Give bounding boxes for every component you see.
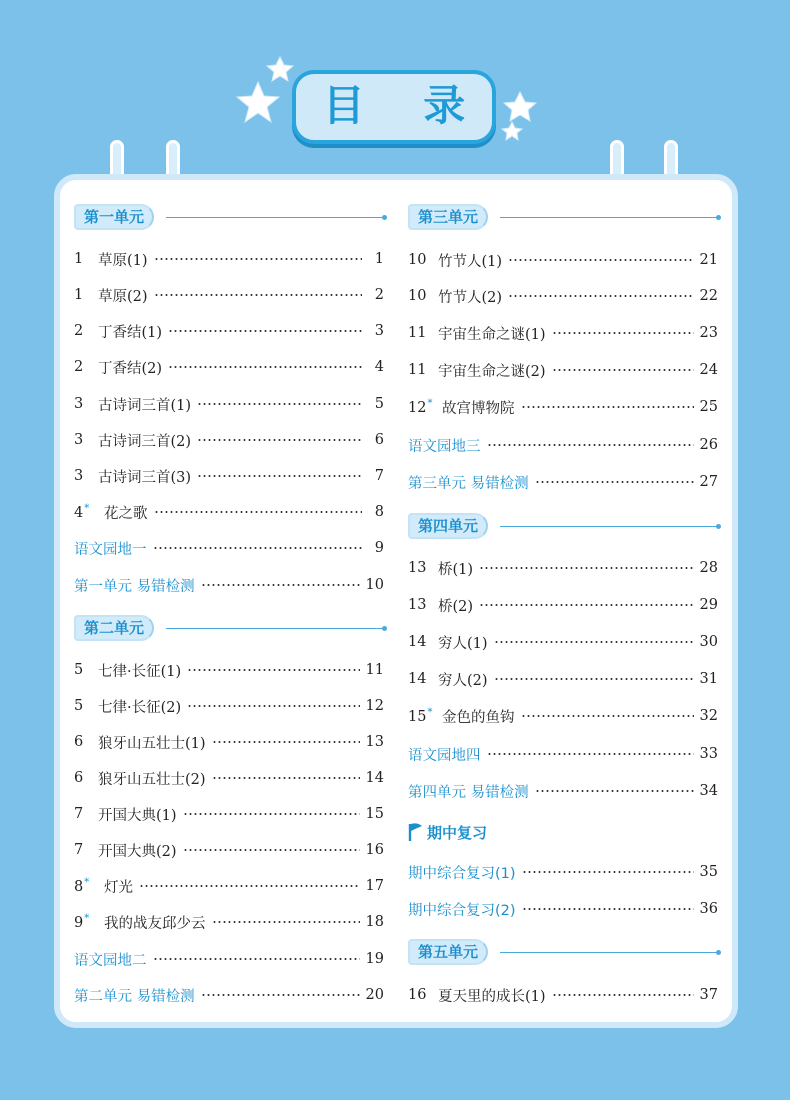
review-header	[408, 820, 487, 844]
page-number: 19	[365, 951, 384, 967]
flag-icon	[408, 822, 424, 842]
toc-entry[interactable]	[408, 780, 718, 802]
toc-entry[interactable]	[74, 356, 384, 378]
leader-dots	[487, 444, 694, 446]
lesson-number: 5	[74, 698, 84, 714]
page-number: 25	[699, 399, 718, 415]
toc-entry[interactable]	[408, 984, 718, 1006]
toc-entry[interactable]	[74, 839, 384, 861]
toc-entry[interactable]	[74, 429, 384, 451]
unit-divider	[166, 628, 384, 629]
page-number: 7	[374, 468, 384, 484]
lesson-title: 语文园地四	[408, 747, 481, 764]
unit-title: 第一单元	[74, 204, 154, 230]
toc-entry[interactable]	[74, 501, 384, 523]
leader-dots	[183, 849, 360, 851]
page-number: 13	[365, 734, 384, 750]
leader-dots	[187, 705, 359, 707]
optional-mark: *	[84, 877, 90, 889]
lesson-number: 2	[74, 323, 84, 339]
leader-dots	[212, 741, 360, 743]
review-title: 期中复习	[427, 823, 488, 842]
lesson-number: 9*	[74, 913, 90, 931]
lesson-title: 宇宙生命之谜(1)	[438, 326, 546, 343]
leader-dots	[212, 777, 360, 779]
toc-entry[interactable]	[408, 898, 718, 920]
unit-title: 第二单元	[74, 615, 154, 641]
lesson-title: 期中综合复习(2)	[408, 902, 516, 919]
leader-dots	[154, 294, 362, 296]
toc-entry[interactable]	[74, 875, 384, 897]
page-number: 28	[699, 560, 718, 576]
leader-dots	[168, 366, 362, 368]
lesson-title: 语文园地一	[74, 541, 147, 558]
toc-entry[interactable]	[408, 285, 718, 307]
lesson-title: 语文园地二	[74, 952, 147, 969]
page-number: 31	[699, 671, 718, 687]
toc-entry[interactable]	[408, 631, 718, 653]
unit-divider	[166, 217, 384, 218]
leader-dots	[201, 584, 360, 586]
page-title: 目 录	[292, 70, 496, 144]
page-number: 1	[374, 251, 384, 267]
lesson-number: 7	[74, 806, 84, 822]
page-number: 34	[699, 783, 718, 799]
lesson-number: 3	[74, 432, 84, 448]
lesson-number: 10	[408, 288, 427, 304]
page-number: 32	[699, 708, 718, 724]
unit-header	[408, 204, 718, 230]
toc-entry[interactable]	[408, 594, 718, 616]
lesson-number: 14	[408, 671, 427, 687]
unit-header	[74, 204, 384, 230]
toc-entry[interactable]	[74, 248, 384, 270]
leader-dots	[212, 921, 360, 923]
toc-entry[interactable]	[74, 731, 384, 753]
page-number: 36	[699, 901, 718, 917]
lesson-title: 我的战友邱少云	[104, 915, 206, 932]
page-number: 11	[365, 662, 384, 678]
lesson-title: 狼牙山五壮士(2)	[98, 771, 206, 788]
leader-dots	[522, 871, 694, 873]
lesson-title: 第一单元 易错检测	[74, 578, 195, 595]
page-number: 29	[699, 597, 718, 613]
lesson-number: 3	[74, 396, 84, 412]
page-number: 18	[365, 914, 384, 930]
page-number: 27	[699, 474, 718, 490]
lesson-number: 13	[408, 560, 427, 576]
star-icon	[504, 92, 536, 121]
lesson-title: 夏天里的成长(1)	[438, 988, 546, 1005]
lesson-title: 开国大典(2)	[98, 843, 177, 860]
lesson-title: 七律·长征(1)	[98, 663, 182, 680]
leader-dots	[154, 258, 362, 260]
leader-dots	[522, 908, 694, 910]
leader-dots	[183, 813, 360, 815]
page-number: 22	[699, 288, 718, 304]
unit-header	[408, 939, 718, 965]
lesson-title: 开国大典(1)	[98, 807, 177, 824]
page-number: 3	[374, 323, 384, 339]
toc-entry[interactable]	[74, 767, 384, 789]
lesson-title: 丁香结(1)	[98, 324, 163, 341]
lesson-number: 4*	[74, 503, 90, 521]
lesson-number: 10	[408, 252, 427, 268]
page-number: 30	[699, 634, 718, 650]
lesson-number: 11	[408, 362, 427, 378]
lesson-title: 桥(1)	[438, 561, 474, 578]
optional-mark: *	[84, 503, 90, 515]
lesson-title: 七律·长征(2)	[98, 699, 182, 716]
optional-mark: *	[427, 707, 433, 719]
lesson-number: 6	[74, 770, 84, 786]
lesson-title: 第三单元 易错检测	[408, 475, 529, 492]
unit-title: 第四单元	[408, 513, 488, 539]
leader-dots	[508, 295, 694, 297]
lesson-number: 2	[74, 359, 84, 375]
page-number: 24	[699, 362, 718, 378]
toc-entry[interactable]	[74, 984, 384, 1006]
leader-dots	[508, 259, 694, 261]
page-number: 2	[374, 287, 384, 303]
star-icon	[502, 122, 522, 140]
page-number: 37	[699, 987, 718, 1003]
leader-dots	[521, 406, 694, 408]
page-number: 8	[374, 504, 384, 520]
leader-dots	[197, 475, 362, 477]
toc-entry[interactable]	[408, 249, 718, 271]
lesson-number: 11	[408, 325, 427, 341]
leader-dots	[153, 958, 360, 960]
star-icon	[237, 82, 279, 122]
leader-dots	[552, 369, 694, 371]
lesson-title: 期中综合复习(1)	[408, 865, 516, 882]
lesson-number: 7	[74, 842, 84, 858]
toc-entry[interactable]	[408, 705, 718, 727]
page-number: 16	[365, 842, 384, 858]
lesson-number: 6	[74, 734, 84, 750]
leader-dots	[479, 567, 694, 569]
page-number: 10	[365, 577, 384, 593]
lesson-title: 穷人(2)	[438, 672, 488, 689]
page-number: 14	[365, 770, 384, 786]
lesson-title: 竹节人(1)	[438, 253, 503, 270]
toc-entry[interactable]	[408, 359, 718, 381]
leader-dots	[153, 547, 363, 549]
leader-dots	[521, 715, 694, 717]
lesson-number: 3	[74, 468, 84, 484]
page-number: 20	[365, 987, 384, 1003]
page-number: 9	[374, 540, 384, 556]
toc-entry[interactable]	[408, 396, 718, 418]
leader-dots	[154, 511, 363, 513]
toc-entry[interactable]	[74, 284, 384, 306]
toc-entry[interactable]	[74, 465, 384, 487]
lesson-number: 5	[74, 662, 84, 678]
lesson-title: 桥(2)	[438, 598, 474, 615]
lesson-title: 丁香结(2)	[98, 360, 163, 377]
lesson-number: 13	[408, 597, 427, 613]
page-number: 17	[365, 878, 384, 894]
optional-mark: *	[84, 913, 90, 925]
toc-entry[interactable]	[74, 695, 384, 717]
lesson-title: 古诗词三首(2)	[98, 433, 192, 450]
page-number: 4	[374, 359, 384, 375]
page-number: 33	[699, 746, 718, 762]
leader-dots	[552, 332, 694, 334]
lesson-number: 1	[74, 287, 84, 303]
leader-dots	[535, 790, 694, 792]
page-number: 12	[365, 698, 384, 714]
leader-dots	[494, 678, 694, 680]
lesson-title: 穷人(1)	[438, 635, 488, 652]
unit-header	[74, 615, 384, 641]
lesson-title: 花之歌	[104, 505, 148, 522]
lesson-title: 灯光	[104, 879, 133, 896]
star-icon	[267, 57, 293, 81]
lesson-number: 16	[408, 987, 427, 1003]
lesson-number: 14	[408, 634, 427, 650]
toc-entry[interactable]	[74, 574, 384, 596]
leader-dots	[168, 330, 362, 332]
unit-divider	[500, 526, 718, 527]
page-number: 21	[699, 252, 718, 268]
toc-entry[interactable]	[74, 659, 384, 681]
leader-dots	[197, 403, 362, 405]
toc-entry[interactable]	[408, 322, 718, 344]
leader-dots	[139, 885, 360, 887]
toc-entry[interactable]	[74, 393, 384, 415]
leader-dots	[494, 641, 694, 643]
lesson-number: 15*	[408, 707, 433, 725]
page-number: 26	[699, 437, 718, 453]
lesson-title: 草原(2)	[98, 288, 148, 305]
toc-entry[interactable]	[74, 803, 384, 825]
toc-entry[interactable]	[408, 668, 718, 690]
unit-title: 第五单元	[408, 939, 488, 965]
toc-entry[interactable]	[408, 743, 718, 765]
unit-title: 第三单元	[408, 204, 488, 230]
leader-dots	[187, 669, 359, 671]
optional-mark: *	[427, 398, 433, 410]
toc-entry[interactable]	[408, 471, 718, 493]
page-number: 5	[374, 396, 384, 412]
toc-entry[interactable]	[74, 911, 384, 933]
leader-dots	[535, 481, 694, 483]
page-number: 6	[374, 432, 384, 448]
toc-entry[interactable]	[408, 434, 718, 456]
unit-divider	[500, 217, 718, 218]
toc-entry[interactable]	[408, 557, 718, 579]
lesson-number: 8*	[74, 877, 90, 895]
lesson-title: 宇宙生命之谜(2)	[438, 363, 546, 380]
lesson-number: 1	[74, 251, 84, 267]
lesson-number: 12*	[408, 398, 433, 416]
lesson-title: 语文园地三	[408, 438, 481, 455]
toc-entry[interactable]	[74, 948, 384, 970]
toc-entry[interactable]	[408, 861, 718, 883]
page-number: 35	[699, 864, 718, 880]
lesson-title: 古诗词三首(1)	[98, 397, 192, 414]
page-number: 15	[365, 806, 384, 822]
lesson-title: 第二单元 易错检测	[74, 988, 195, 1005]
lesson-title: 狼牙山五壮士(1)	[98, 735, 206, 752]
unit-divider	[500, 952, 718, 953]
leader-dots	[479, 604, 694, 606]
leader-dots	[197, 439, 362, 441]
toc-entry[interactable]	[74, 537, 384, 559]
unit-header	[408, 513, 718, 539]
lesson-title: 竹节人(2)	[438, 289, 503, 306]
leader-dots	[487, 753, 694, 755]
lesson-title: 草原(1)	[98, 252, 148, 269]
toc-entry[interactable]	[74, 320, 384, 342]
lesson-title: 故宫博物院	[442, 400, 515, 417]
page-number: 23	[699, 325, 718, 341]
lesson-title: 金色的鱼钩	[442, 709, 515, 726]
lesson-title: 第四单元 易错检测	[408, 784, 529, 801]
lesson-title: 古诗词三首(3)	[98, 469, 192, 486]
leader-dots	[552, 994, 694, 996]
leader-dots	[201, 994, 360, 996]
